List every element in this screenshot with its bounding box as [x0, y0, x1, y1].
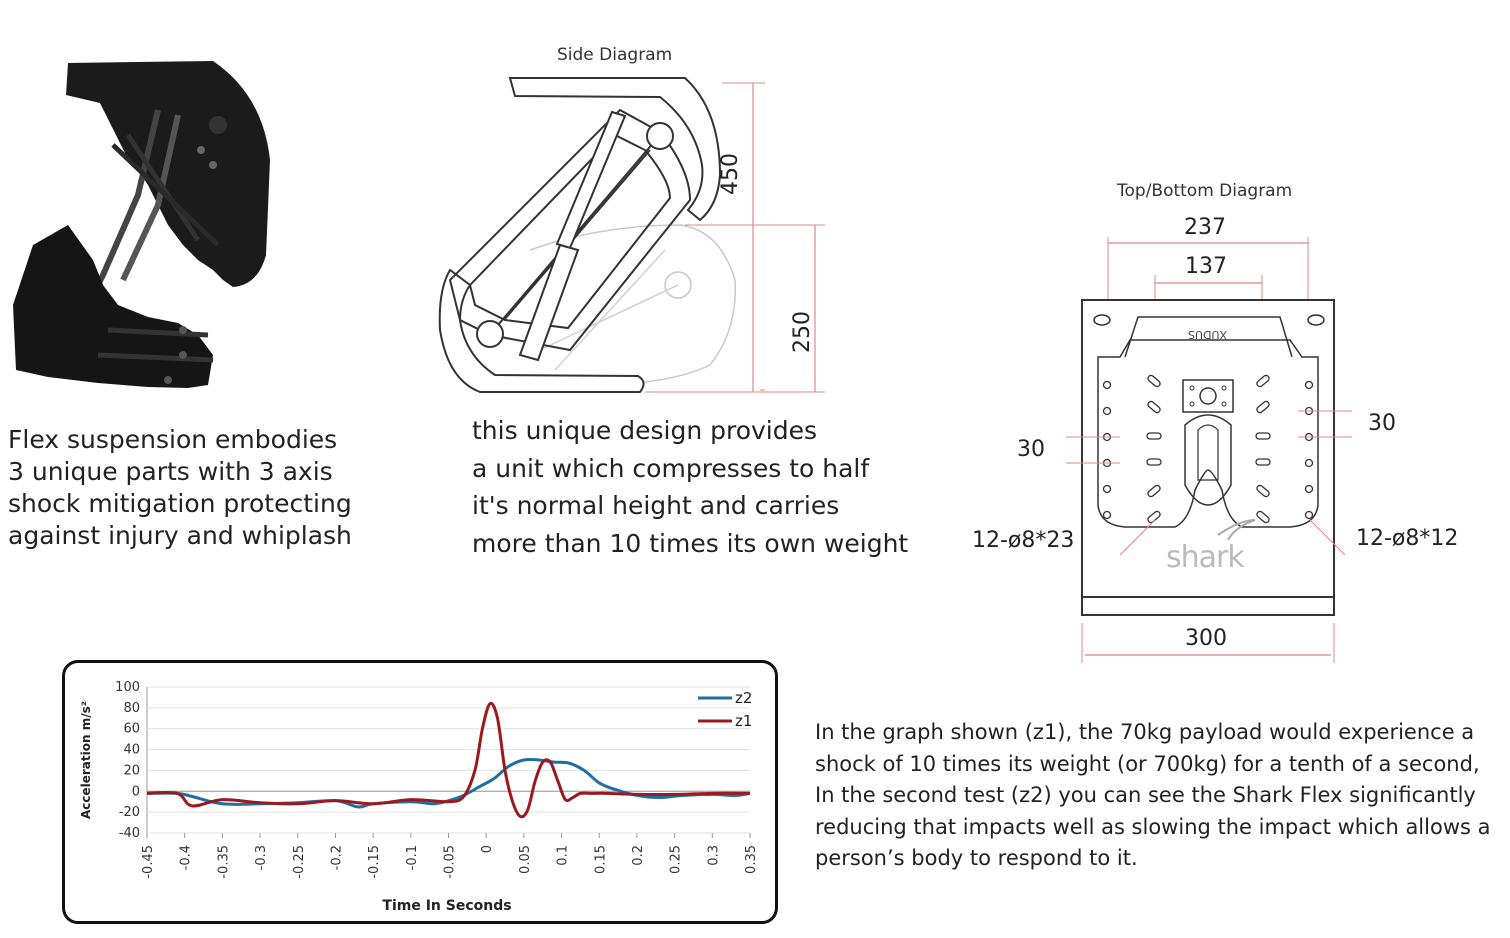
top-dim-spacing-right: 30: [1368, 411, 1396, 436]
y-tick-label: 60: [123, 721, 140, 737]
side-description: [472, 412, 908, 562]
side-description-line: a unit which compresses to half: [472, 453, 870, 483]
y-tick-label: -20: [118, 805, 140, 821]
product-description-line: 3 unique parts with 3 axis: [8, 457, 333, 486]
shark-logo: shark: [1166, 540, 1244, 575]
x-tick-label: -0.1: [404, 845, 420, 871]
side-dim-height: 450: [718, 153, 743, 195]
badge-text: XUDUS: [1188, 328, 1228, 341]
y-tick-label: 40: [123, 742, 140, 758]
legend-label-z2: z2: [735, 689, 753, 707]
top-dim-base-width: 300: [1185, 626, 1227, 651]
side-diagram-title: Side Diagram: [557, 45, 673, 65]
side-diagram: [420, 70, 840, 410]
top-diagram: [1040, 235, 1360, 665]
x-tick-label: 0.05: [517, 845, 533, 874]
holes-left-label: 12-ø8*23: [972, 528, 1075, 553]
test-description: [815, 717, 1491, 875]
x-tick-label: 0.35: [744, 845, 759, 874]
y-tick-label: 80: [123, 700, 140, 716]
acceleration-chart: [62, 660, 778, 924]
x-tick-label: -0.05: [442, 845, 458, 879]
y-axis-label: Acceleration m/s²: [79, 700, 93, 820]
product-description-line: Flex suspension embodies: [8, 425, 338, 454]
x-tick-label: 0.25: [668, 845, 684, 874]
test-description-line: In the second test (z2) you can see the Shark Flex significantly: [815, 783, 1476, 807]
top-dim-outer-width: 237: [1184, 215, 1226, 240]
product-image: [8, 55, 278, 405]
x-tick-label: 0: [480, 845, 496, 854]
y-tick-label: -40: [118, 826, 140, 841]
x-tick-label: -0.45: [141, 845, 156, 879]
y-tick-label: 20: [123, 763, 140, 779]
x-tick-label: -0.4: [178, 845, 194, 871]
x-tick-label: -0.3: [254, 845, 270, 871]
x-tick-label: -0.2: [329, 845, 345, 871]
y-tick-label: 100: [115, 680, 140, 695]
test-description-line: shock of 10 times its weight (or 700kg) for a tenth of a second,: [815, 751, 1480, 776]
y-tick-label: 0: [131, 784, 140, 800]
test-description-line: In the graph shown (z1), the 70kg payload would experience a: [815, 720, 1475, 744]
side-dim-compressed: 250: [790, 311, 815, 353]
side-description-line: this unique design provides: [472, 416, 818, 445]
x-axis-label: Time In Seconds: [382, 898, 512, 914]
product-description: [8, 424, 352, 552]
x-tick-label: 0.1: [555, 845, 571, 866]
test-description-line: reducing that impacts well as slowing the impact which allows a: [815, 814, 1491, 839]
x-tick-label: -0.15: [367, 845, 383, 879]
product-description-line: shock mitigation protecting: [8, 489, 352, 518]
top-diagram-title: Top/Bottom Diagram: [1117, 181, 1293, 201]
x-tick-label: -0.25: [291, 845, 307, 879]
x-tick-label: -0.35: [216, 845, 232, 879]
holes-right-label: 12-ø8*12: [1356, 526, 1459, 551]
x-tick-label: 0.2: [630, 845, 646, 866]
test-description-line: person’s body to respond to it.: [815, 846, 1138, 870]
side-description-line: it's normal height and carries: [472, 491, 840, 520]
legend-label-z1: z1: [735, 712, 753, 730]
side-description-line: more than 10 times its own weight: [472, 528, 909, 558]
top-dim-inner-width: 137: [1185, 254, 1227, 279]
product-description-line: against injury and whiplash: [8, 521, 352, 550]
top-dim-spacing-left: 30: [1017, 437, 1045, 462]
x-tick-label: 0.3: [706, 845, 722, 866]
x-tick-label: 0.15: [593, 845, 609, 874]
